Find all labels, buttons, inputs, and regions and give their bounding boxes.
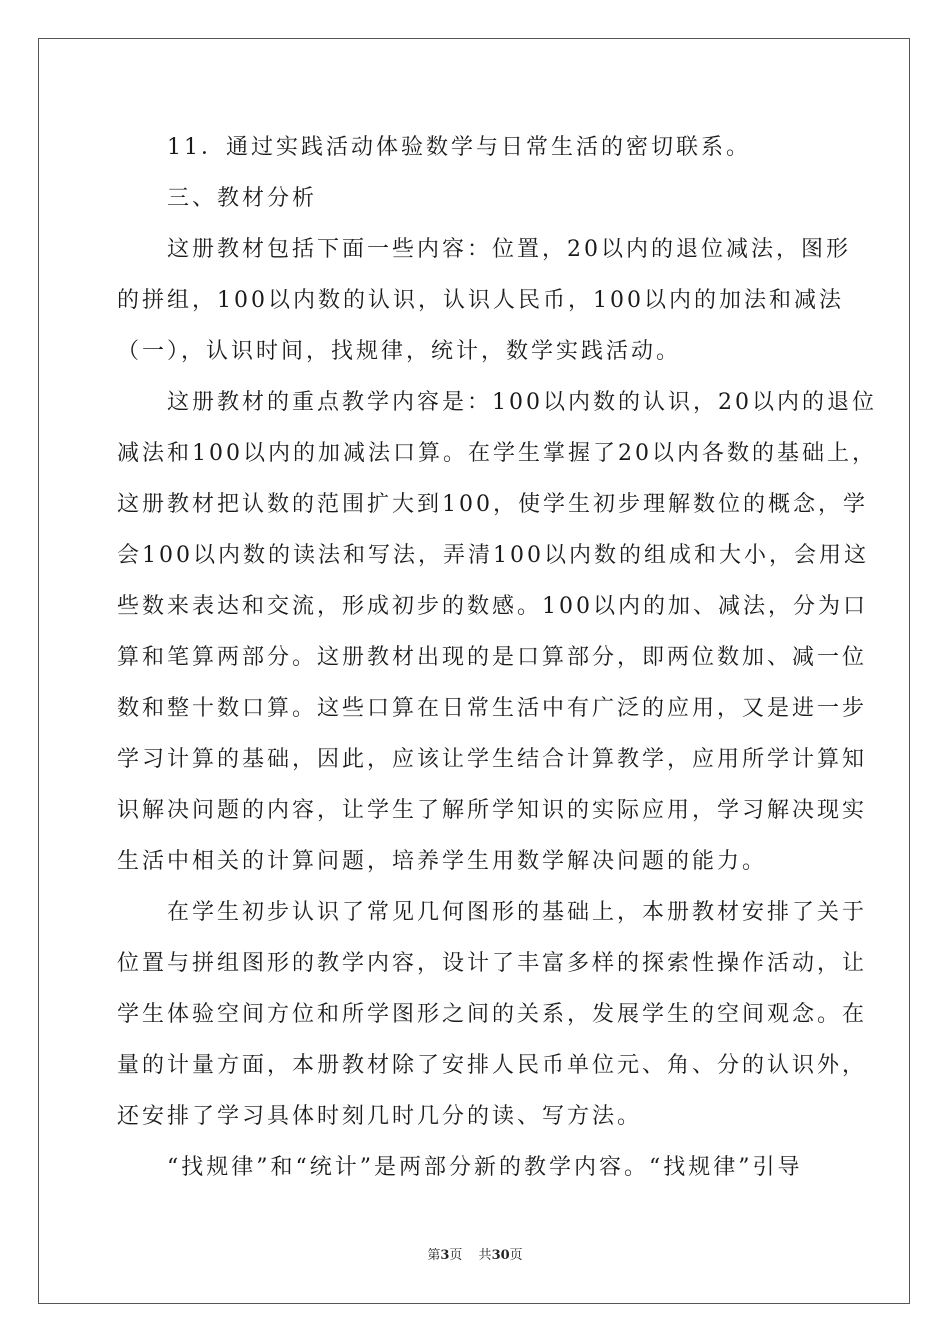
text-line: 在学生初步认识了常见几何图形的基础上，本册教材安排了关于 bbox=[117, 900, 868, 925]
text-line: 学生体验空间方位和所学图形之间的关系，发展学生的空间观念。在 bbox=[117, 1002, 868, 1027]
section-heading: 三、教材分析 bbox=[117, 186, 318, 211]
text-line: 算和笔算两部分。这册教材出现的是口算部分，即两位数加、减一位 bbox=[117, 645, 868, 670]
text-line: （一），认识时间，找规律，统计，数学实践活动。 bbox=[117, 339, 682, 364]
text-line: 减法和100以内的加减法口算。在学生掌握了20以内各数的基础上， bbox=[117, 441, 877, 466]
text-line: 的拼组，100以内数的认识，认识人民币，100以内的加法和减法 bbox=[117, 288, 844, 313]
page-footer bbox=[0, 1244, 950, 1263]
text-line: 数和整十数口算。这些口算在日常生活中有广泛的应用，又是进一步 bbox=[117, 696, 868, 721]
text-line: 量的计量方面，本册教材除了安排人民币单位元、角、分的认识外， bbox=[117, 1053, 868, 1078]
total-pages-label: 共30页 bbox=[478, 1248, 523, 1263]
text-line: 学习计算的基础，因此，应该让学生结合计算教学，应用所学计算知 bbox=[117, 747, 868, 772]
text-line: “找规律”和“统计”是两部分新的教学内容。“找规律”引导 bbox=[117, 1155, 803, 1180]
text-line: 会100以内数的读法和写法，弄清100以内数的组成和大小，会用这 bbox=[117, 543, 869, 568]
text-line: 识解决问题的内容，让学生了解所学知识的实际应用，学习解决现实 bbox=[117, 798, 868, 823]
text-line: 还安排了学习具体时刻几时几分的读、写方法。 bbox=[117, 1104, 643, 1129]
text-line: 这册教材包括下面一些内容：位置，20以内的退位减法，图形 bbox=[117, 237, 851, 262]
text-line: 些数来表达和交流，形成初步的数感。100以内的加、减法，分为口 bbox=[117, 594, 868, 619]
text-line: 这册教材的重点教学内容是：100以内数的认识，20以内的退位 bbox=[117, 390, 877, 415]
page-number-label: 第3页 bbox=[427, 1248, 463, 1263]
text-line: 11．通过实践活动体验数学与日常生活的密切联系。 bbox=[117, 135, 751, 160]
text-line: 位置与拼组图形的教学内容，设计了丰富多样的探索性操作活动，让 bbox=[117, 951, 868, 976]
text-line: 这册教材把认数的范围扩大到100，使学生初步理解数位的概念，学 bbox=[117, 492, 868, 517]
text-line: 生活中相关的计算问题，培养学生用数学解决问题的能力。 bbox=[117, 849, 768, 874]
